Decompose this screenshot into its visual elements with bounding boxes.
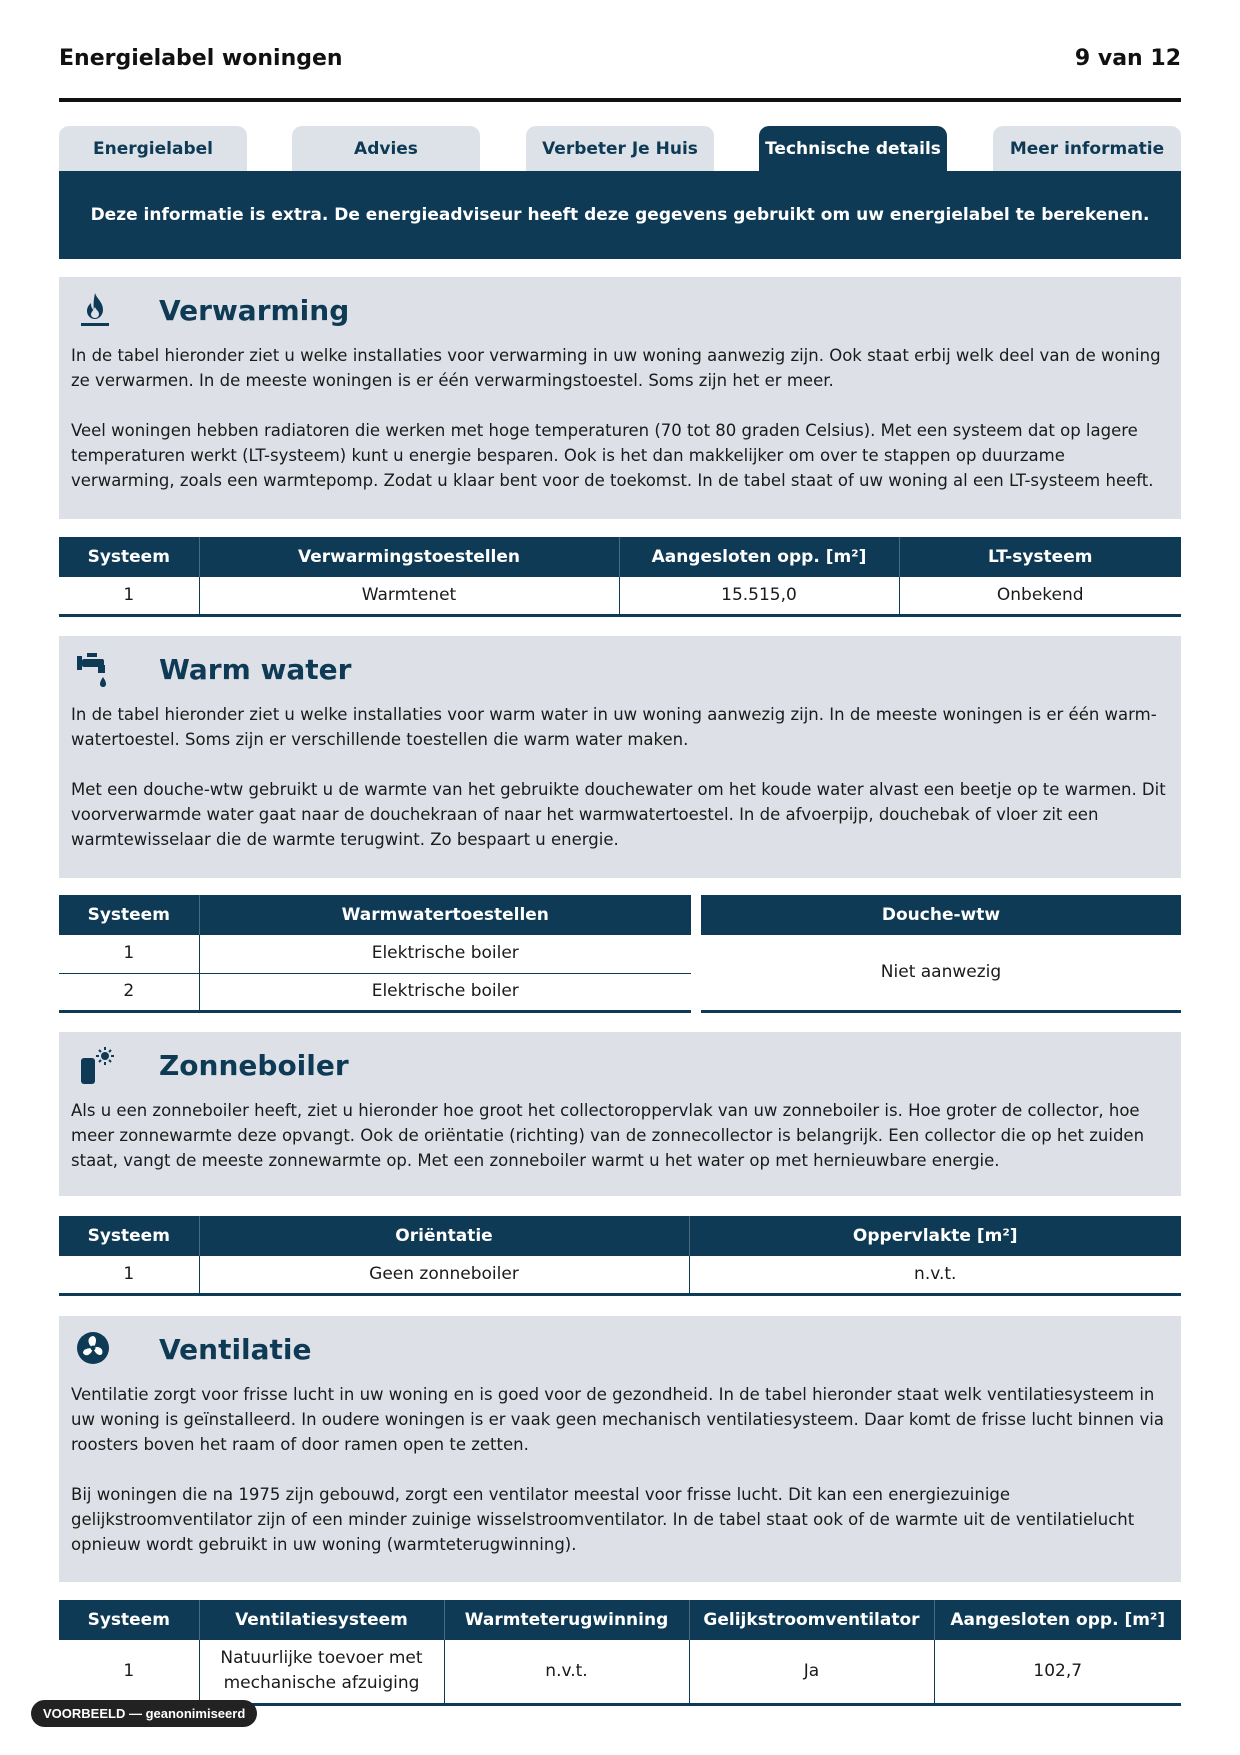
document-title: Energielabel woningen (59, 46, 343, 71)
table-cell: Elektrische boiler (199, 973, 691, 1011)
douche-wtw-table (701, 895, 1181, 1013)
column-header: Systeem (59, 895, 199, 935)
table-cell: Elektrische boiler (199, 935, 691, 973)
section-title: Verwarming (159, 294, 350, 327)
paragraph: In de tabel hieronder ziet u welke installaties voor verwarming in uw woning aanwezig zijn. Ook staat erbij welk deel van de woning ze verwarmen. In de meeste woningen is er één verwarmingstoestel. Soms zijn het er meer. (71, 346, 1161, 390)
table-cell: 15.515,0 (619, 577, 899, 615)
paragraph: Ventilatie zorgt voor frisse lucht in uw woning en is goed voor de gezondheid. In de tabel hieronder staat welk ventilatiesysteem in uw woning is geïnstalleerd. In oudere woningen is er vaak geen mechanisch ventilatiesysteem. Daar komt de frisse lucht binnen via roosters boven het raam of door ramen open te zetten. (71, 1385, 1164, 1454)
paragraph: In de tabel hieronder ziet u welke installaties voor warm water in uw woning aanwezig zijn. In de meeste woningen is er één warmwatertoestel. Soms zijn er verschillende toestellen die warm water maken. (71, 705, 1157, 749)
table-row (59, 577, 1181, 615)
section-body (71, 1098, 1169, 1198)
table-cell: n.v.t. (444, 1640, 689, 1704)
column-header: Ventilatiesysteem (199, 1600, 444, 1640)
table-row (59, 1640, 1181, 1704)
flame-icon (73, 289, 117, 333)
section-title: Warm water (159, 653, 352, 686)
table-row (59, 973, 691, 1011)
page-number: 9 van 12 (1074, 46, 1181, 71)
section-body (71, 343, 1169, 518)
table-cell: Ja (689, 1640, 934, 1704)
tap-icon (73, 648, 117, 692)
zonneboiler-table (59, 1216, 1181, 1296)
tab-meer-informatie[interactable]: Meer informatie (993, 126, 1181, 172)
column-header: Gelijkstroomventilator (689, 1600, 934, 1640)
paragraph: Met een douche-wtw gebruikt u de warmte van het gebruikte douchewater om het koude water alvast een beetje op te warmen. Dit voorverwarmde water gaat naar de douchekraan of naar het warmwatertoestel. In de afvoerpijp, douchebak of vloer zit een warmtewisselaar die de warmte terugwint. Zo bespaart u energie. (71, 780, 1166, 849)
warmwater-table (59, 895, 691, 1013)
tab-energielabel[interactable]: Energielabel (59, 126, 247, 172)
column-header: Verwarmingstoestellen (199, 537, 619, 577)
column-header: Aangesloten opp. [m²] (619, 537, 899, 577)
tab-advies[interactable]: Advies (292, 126, 480, 172)
column-header: Warmteterugwinning (444, 1600, 689, 1640)
column-header: Oppervlakte [m²] (689, 1216, 1181, 1256)
solar-boiler-icon (73, 1044, 117, 1088)
column-header: Systeem (59, 1216, 199, 1256)
table-cell: Natuurlijke toevoer met mechanische afzuiging (199, 1640, 444, 1704)
column-header: Warmwatertoestellen (199, 895, 691, 935)
section-warm-water (59, 636, 1181, 878)
tab-bar (59, 126, 1181, 172)
section-verwarming (59, 277, 1181, 519)
column-header: Systeem (59, 1600, 199, 1640)
column-header: Oriëntatie (199, 1216, 689, 1256)
sample-badge: VOORBEELD — geanonimiseerd (31, 1700, 257, 1727)
table-cell: Onbekend (899, 577, 1181, 615)
column-header: Aangesloten opp. [m²] (934, 1600, 1181, 1640)
table-cell: Warmtenet (199, 577, 619, 615)
fan-icon (73, 1328, 117, 1372)
verwarming-table (59, 537, 1181, 617)
table-cell: n.v.t. (689, 1256, 1181, 1294)
table-cell: Geen zonneboiler (199, 1256, 689, 1294)
paragraph: Veel woningen hebben radiatoren die werken met hoge temperaturen (70 tot 80 graden Celsius). Met een systeem dat op lagere temperaturen werkt (LT-systeem) kunt u energie besparen. Ook is het dan makkelijker om over te stappen op duurzame verwarming, zoals een warmtepomp. Zodat u klaar bent voor de toekomst. In de tabel staat of uw woning al een LT-systeem heeft. (71, 421, 1154, 490)
section-body (71, 1382, 1169, 1582)
table-cell: 2 (59, 973, 199, 1011)
paragraph: Bij woningen die na 1975 zijn gebouwd, zorgt een ventilator meestal voor frisse lucht. Dit kan een energiezuinige gelijkstroomventilator zijn of een minder zuinige wisselstroomventilator. In de tabel staat ook of de warmte uit de ventilatielucht opnieuw wordt gebruikt in uw woning (warmteterugwinning). (71, 1485, 1135, 1554)
table-cell: 102,7 (934, 1640, 1181, 1704)
tab-verbeter-je-huis[interactable]: Verbeter Je Huis (526, 126, 714, 172)
table-cell: 1 (59, 935, 199, 973)
section-title: Ventilatie (159, 1333, 312, 1366)
column-header: Systeem (59, 537, 199, 577)
ventilatie-table (59, 1600, 1181, 1706)
column-header: LT-systeem (899, 537, 1181, 577)
paragraph: Als u een zonneboiler heeft, ziet u hieronder hoe groot het collectoroppervlak van uw zonneboiler is. Hoe groter de collector, hoe meer zonnewarmte deze opvangt. Ook de oriëntatie (richting) van de zonnecollector is belangrijk. Een collector die op het zuiden staat, vangt de meeste zonnewarmte op. Met een zonneboiler warmt u het water op met hernieuwbare energie. (71, 1101, 1145, 1170)
table-cell: 1 (59, 577, 199, 615)
table-cell: 1 (59, 1256, 199, 1294)
info-banner: Deze informatie is extra. De energieadviseur heeft deze gegevens gebruikt om uw energielabel te berekenen. (59, 171, 1181, 259)
section-title: Zonneboiler (159, 1049, 349, 1082)
column-header: Douche-wtw (701, 895, 1181, 935)
header-divider (59, 98, 1181, 102)
tab-technische-details[interactable]: Technische details (759, 126, 947, 172)
table-cell: 1 (59, 1640, 199, 1704)
table-row (59, 1256, 1181, 1294)
section-zonneboiler (59, 1032, 1181, 1196)
page-header (59, 46, 1181, 76)
table-cell: Niet aanwezig (701, 935, 1181, 1011)
table-row (59, 935, 691, 973)
table-row (701, 935, 1181, 1011)
section-ventilatie (59, 1316, 1181, 1582)
section-body (71, 702, 1169, 877)
